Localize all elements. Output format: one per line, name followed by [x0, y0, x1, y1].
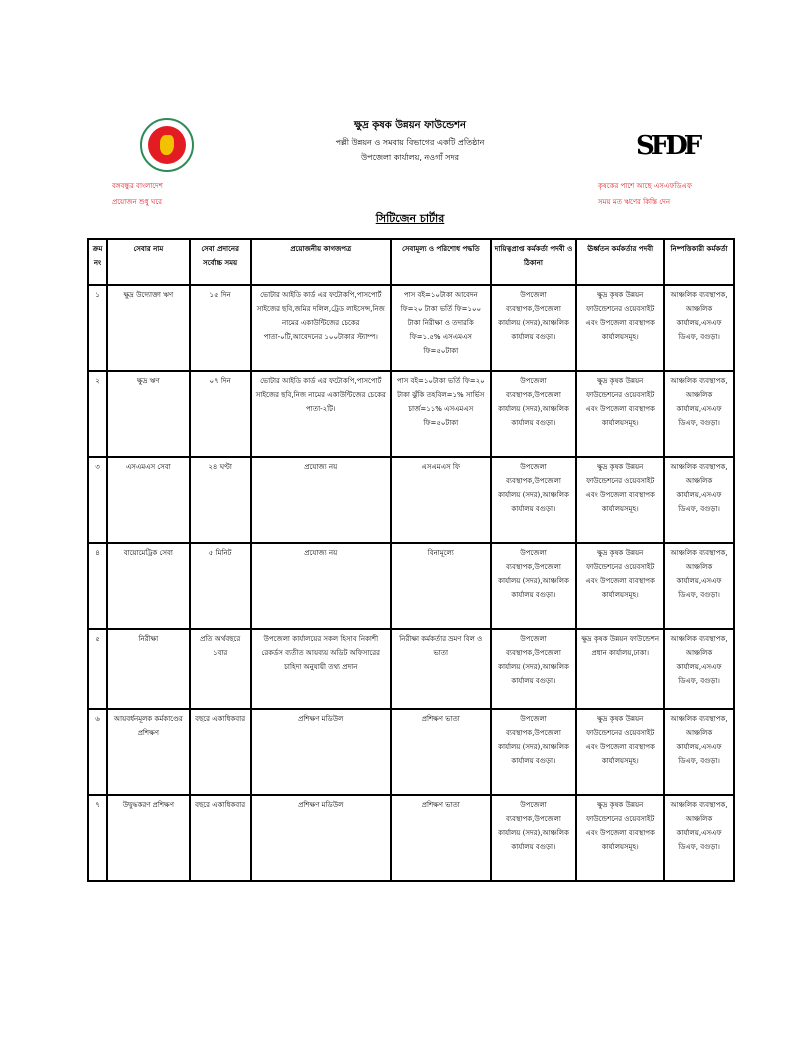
column-header: সেবার নাম — [107, 239, 190, 285]
cell-documents: ভোটার আইডি কার্ড এর ফটোকপি,পাসপোর্ট সাইজের ছবি,জমির দলিল,ট্রেড লাইসেন্স,নিজ নামের একাউন্টিজের চেকের পাতা-০টি,আবেদনের ১০০টাকার স্ট্যাম্প। — [251, 285, 391, 371]
slogan-line: বঙ্গবন্ধুর বাংলাদেশ — [112, 182, 163, 190]
cell-fee: প্রশিক্ষণ ভাতা — [391, 709, 491, 795]
table-row — [88, 371, 734, 457]
cell-senior: ক্ষুদ্র কৃষক উন্নয়ন ফাউন্ডেশনের ওয়েবসাইট এবং উপজেলা ব্যবস্থাপক কার্যালয়সমূহ। — [576, 371, 664, 457]
cell-documents: প্রশিক্ষণ মডিউল — [251, 795, 391, 881]
cell-time: প্রতি অর্থবছরে ১বার — [190, 629, 251, 709]
table-row — [88, 795, 734, 881]
office-name: উপজেলা কার্যালয়, নওগাঁ সদর — [360, 153, 460, 162]
cell-time: ১৫ দিন — [190, 285, 251, 371]
cell-no: ৫ — [88, 629, 107, 709]
cell-officer: উপজেলা ব্যবস্থাপক,উপজেলা কার্যালয় (সদর),আঞ্চলিক কার্যালয় বগুড়া। — [491, 285, 577, 371]
organization-subtitle: পল্লী উন্নয়ন ও সমবায় বিভাগের একটি প্রতিষ্ঠান — [335, 138, 485, 147]
column-header: সেবা প্রদানের সর্বোচ্চ সময় — [190, 239, 251, 285]
cell-senior: ক্ষুদ্র কৃষক উন্নয়ন ফাউন্ডেশন প্রধান কার্যালয়,ঢাকা। — [576, 629, 664, 709]
cell-time: বছরে একাধিকবার — [190, 709, 251, 795]
cell-service: আয়বর্ধনমূলক কর্মকাণ্ডের প্রশিক্ষণ — [107, 709, 190, 795]
cell-officer: উপজেলা ব্যবস্থাপক,উপজেলা কার্যালয় (সদর),আঞ্চলিক কার্যালয় বগুড়া। — [491, 709, 577, 795]
column-header: সেবামূল্য ও পরিশোধ পদ্ধতি — [391, 239, 491, 285]
column-header: নিষ্পত্তিকারী কর্মকর্তা — [664, 239, 734, 285]
cell-senior: ক্ষুদ্র কৃষক উন্নয়ন ফাউন্ডেশনের ওয়েবসাইট এবং উপজেলা ব্যবস্থাপক কার্যালয়সমূহ। — [576, 285, 664, 371]
sfdf-logo: SFDF — [636, 131, 699, 161]
cell-service: এসএমএস সেবা — [107, 457, 190, 543]
government-seal-logo — [140, 118, 194, 172]
cell-officer: উপজেলা ব্যবস্থাপক,উপজেলা কার্যালয় (সদর),আঞ্চলিক কার্যালয় বগুড়া। — [491, 371, 577, 457]
cell-resolver: আঞ্চলিক ব্যবস্থাপক, আঞ্চলিক কার্যালয়,এসএফ ডিএফ, বগুড়া। — [664, 795, 734, 881]
cell-resolver: আঞ্চলিক ব্যবস্থাপক, আঞ্চলিক কার্যালয়,এসএফ ডিএফ, বগুড়া। — [664, 543, 734, 629]
cell-no: ৭ — [88, 795, 107, 881]
cell-fee: এসএমএস ফি — [391, 457, 491, 543]
cell-no: ১ — [88, 285, 107, 371]
cell-fee: বিনামূল্যে — [391, 543, 491, 629]
cell-no: ৬ — [88, 709, 107, 795]
slogan-line: কৃষকের পাশে আছে এসএফডিএফ — [598, 182, 692, 190]
cell-officer: উপজেলা ব্যবস্থাপক,উপজেলা কার্যালয় (সদর),আঞ্চলিক কার্যালয় বগুড়া। — [491, 543, 577, 629]
table-row — [88, 457, 734, 543]
cell-fee: পাস বই=১০টাকা ভর্তি ফি=২০ টাকা ঝুঁকি তহবিল=১% সার্ভিস চার্জ=১১% এসএমএস ফি=৫০টাকা — [391, 371, 491, 457]
cell-documents: প্রযোজ্য নয় — [251, 457, 391, 543]
cell-no: ৩ — [88, 457, 107, 543]
cell-no: ৪ — [88, 543, 107, 629]
cell-documents: ভোটার আইডি কার্ড এর ফটোকপি,পাসপোর্ট সাইজের ছবি,নিজ নামের একাউন্টিজের চেকের পাতা-২টি। — [251, 371, 391, 457]
table-header-row — [88, 239, 734, 285]
cell-service: বায়োমেট্রিক সেবা — [107, 543, 190, 629]
cell-time: ২৪ ঘণ্টা — [190, 457, 251, 543]
column-header: দায়িত্বপ্রাপ্ত কর্মকর্তা পদবী ও ঠিকানা — [491, 239, 577, 285]
cell-resolver: আঞ্চলিক ব্যবস্থাপক, আঞ্চলিক কার্যালয়,এসএফ ডিএফ, বগুড়া। — [664, 285, 734, 371]
cell-fee: পাস বই=১০টাকা আবেদন ফি=২০ টাকা ভর্তি ফি=১০০ টাকা নিরীক্ষা ও তদারকি ফি=১.৫% এসএমএস ফি=৫০টাকা — [391, 285, 491, 371]
organization-title: ক্ষুদ্র কৃষক উন্নয়ন ফাউন্ডেশন — [354, 120, 466, 131]
cell-no: ২ — [88, 371, 107, 457]
citizen-charter-table — [87, 238, 735, 882]
cell-time: ০৭ দিন — [190, 371, 251, 457]
cell-documents: প্রশিক্ষণ মডিউল — [251, 709, 391, 795]
cell-resolver: আঞ্চলিক ব্যবস্থাপক, আঞ্চলিক কার্যালয়,এসএফ ডিএফ, বগুড়া। — [664, 457, 734, 543]
cell-resolver: আঞ্চলিক ব্যবস্থাপক, আঞ্চলিক কার্যালয়,এসএফ ডিএফ, বগুড়া। — [664, 629, 734, 709]
cell-documents: প্রযোজ্য নয় — [251, 543, 391, 629]
cell-documents: উপজেলা কার্যালয়ের সকল হিসাব নিকাশী রেকর্ডস ব্যতীত আয়ব্যয় অডিট অফিসারের চাহিদা অনুযায়ী তথ্য প্রদান — [251, 629, 391, 709]
cell-senior: ক্ষুদ্র কৃষক উন্নয়ন ফাউন্ডেশনের ওয়েবসাইট এবং উপজেলা ব্যবস্থাপক কার্যালয়সমূহ। — [576, 795, 664, 881]
cell-officer: উপজেলা ব্যবস্থাপক,উপজেলা কার্যালয় (সদর),আঞ্চলিক কার্যালয় বগুড়া। — [491, 795, 577, 881]
document-title: সিটিজেন চার্টার — [375, 212, 445, 225]
column-header: প্রয়োজনীয় কাগজপত্র — [251, 239, 391, 285]
slogan-line: প্রয়োজন শুধু ঘরে — [112, 198, 163, 206]
cell-service: ক্ষুদ্র ঋণ — [107, 371, 190, 457]
cell-senior: ক্ষুদ্র কৃষক উন্নয়ন ফাউন্ডেশনের ওয়েবসাইট এবং উপজেলা ব্যবস্থাপক কার্যালয়সমূহ। — [576, 457, 664, 543]
table-row — [88, 285, 734, 371]
cell-service: নিরীক্ষা — [107, 629, 190, 709]
cell-senior: ক্ষুদ্র কৃষক উন্নয়ন ফাউন্ডেশনের ওয়েবসাইট এবং উপজেলা ব্যবস্থাপক কার্যালয়সমূহ। — [576, 543, 664, 629]
column-header: ঊর্ধ্বতন কর্মকর্তার পদবী — [576, 239, 664, 285]
table-row — [88, 543, 734, 629]
document-header — [250, 118, 570, 165]
left-slogan — [112, 178, 163, 210]
cell-resolver: আঞ্চলিক ব্যবস্থাপক, আঞ্চলিক কার্যালয়,এসএফ ডিএফ, বগুড়া। — [664, 371, 734, 457]
cell-officer: উপজেলা ব্যবস্থাপক,উপজেলা কার্যালয় (সদর),আঞ্চলিক কার্যালয় বগুড়া। — [491, 457, 577, 543]
cell-officer: উপজেলা ব্যবস্থাপক,উপজেলা কার্যালয় (সদর),আঞ্চলিক কার্যালয় বগুড়া। — [491, 629, 577, 709]
cell-fee: নিরীক্ষা কর্মকর্তার ভ্রমণ বিল ও ভাতা — [391, 629, 491, 709]
slogan-line: সময় মত ঋণের কিস্তি দেন — [598, 198, 670, 206]
right-slogan — [598, 178, 692, 210]
cell-time: ৫ মিনিট — [190, 543, 251, 629]
column-header: ক্রম নং — [88, 239, 107, 285]
cell-service: ক্ষুদ্র উদ্যোক্তা ঋণ — [107, 285, 190, 371]
cell-time: বছরে একাধিকবার — [190, 795, 251, 881]
cell-service: উদ্বুদ্ধকরণ প্রশিক্ষণ — [107, 795, 190, 881]
cell-senior: ক্ষুদ্র কৃষক উন্নয়ন ফাউন্ডেশনের ওয়েবসাইট এবং উপজেলা ব্যবস্থাপক কার্যালয়সমূহ। — [576, 709, 664, 795]
cell-fee: প্রশিক্ষণ ভাতা — [391, 795, 491, 881]
cell-resolver: আঞ্চলিক ব্যবস্থাপক, আঞ্চলিক কার্যালয়,এসএফ ডিএফ, বগুড়া। — [664, 709, 734, 795]
table-row — [88, 629, 734, 709]
table-row — [88, 709, 734, 795]
